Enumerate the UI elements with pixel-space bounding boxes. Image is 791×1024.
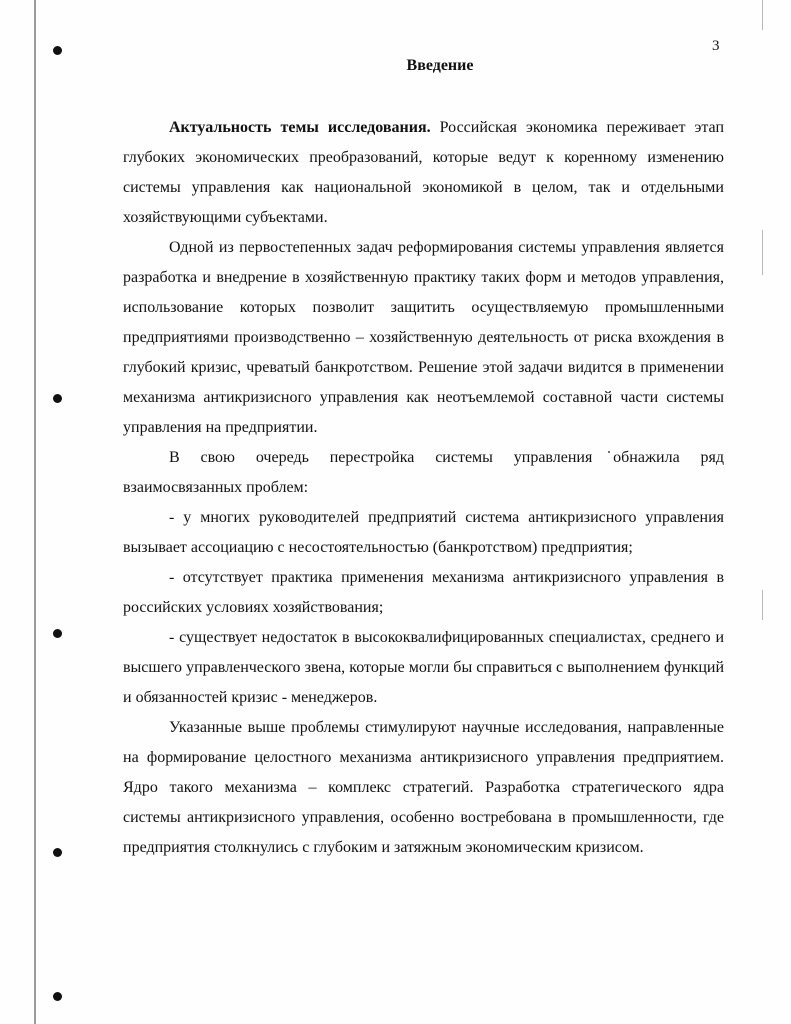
binding-edge [34, 0, 36, 1024]
punch-hole [53, 629, 62, 638]
list-item: - у многих руководителей предприятий система антикризисного управления вызывает ассоциацию с несостоятельностью (банкротством) предприятия; [123, 509, 724, 556]
list-item: - существует недостаток в высококвалифицированных специалистах, среднего и высшего управленческого звена, которые могли бы справиться с выполнением функций и обязанностей кризис - менеджеров. [123, 629, 724, 706]
punch-hole [53, 394, 62, 403]
paragraph: В свою очередь перестройка системы управления обнажила ряд взаимосвязанных проблем: [123, 449, 724, 496]
paragraph: Указанные выше проблемы стимулируют научные исследования, направленные на формирование целостного механизма антикризисного управления предприятием. Ядро такого механизма – комплекс стратегий. Разработка стратегического ядра системы антикризисного управления, особенно востребована в промышленности, где предприятия столкнулись с глубоким и затяжным экономическим кризисом. [123, 719, 724, 856]
page-title: Введение [406, 57, 474, 74]
list-item: - отсутствует практика применения механизма антикризисного управления в российских условиях хозяйствования; [123, 569, 724, 616]
body-text [123, 113, 724, 863]
punch-hole [53, 848, 62, 857]
paragraph-text: Российская экономика переживает этап глубоких экономических преобразований, которые ведут к коренному изменению системы управления как национальной экономикой в целом, так и отдельными хозяйствующими субъектами. [123, 119, 725, 226]
scan-edge-mark [762, 0, 763, 30]
punch-hole [53, 992, 62, 1001]
paragraph: Одной из первостепенных задач реформирования системы управления является разработка и внедрение в хозяйственную практику таких форм и методов управления, использование которых позволит защитить осуществляемую промышленными предприятиями производственно – хозяйственную деятельность от риска вхождения в глубокий кризис, чреватый банкротством. Решение этой задачи видится в применении механизма антикризисного управления как неотъемлемой составной части системы управления на предприятии. [123, 239, 724, 436]
paragraph [123, 113, 724, 233]
punch-hole [53, 46, 62, 55]
scan-edge-mark [762, 590, 763, 620]
paragraph-lead: Актуальность темы исследования. [169, 119, 431, 136]
page-number: 3 [712, 38, 720, 54]
scan-edge-mark [762, 230, 763, 275]
